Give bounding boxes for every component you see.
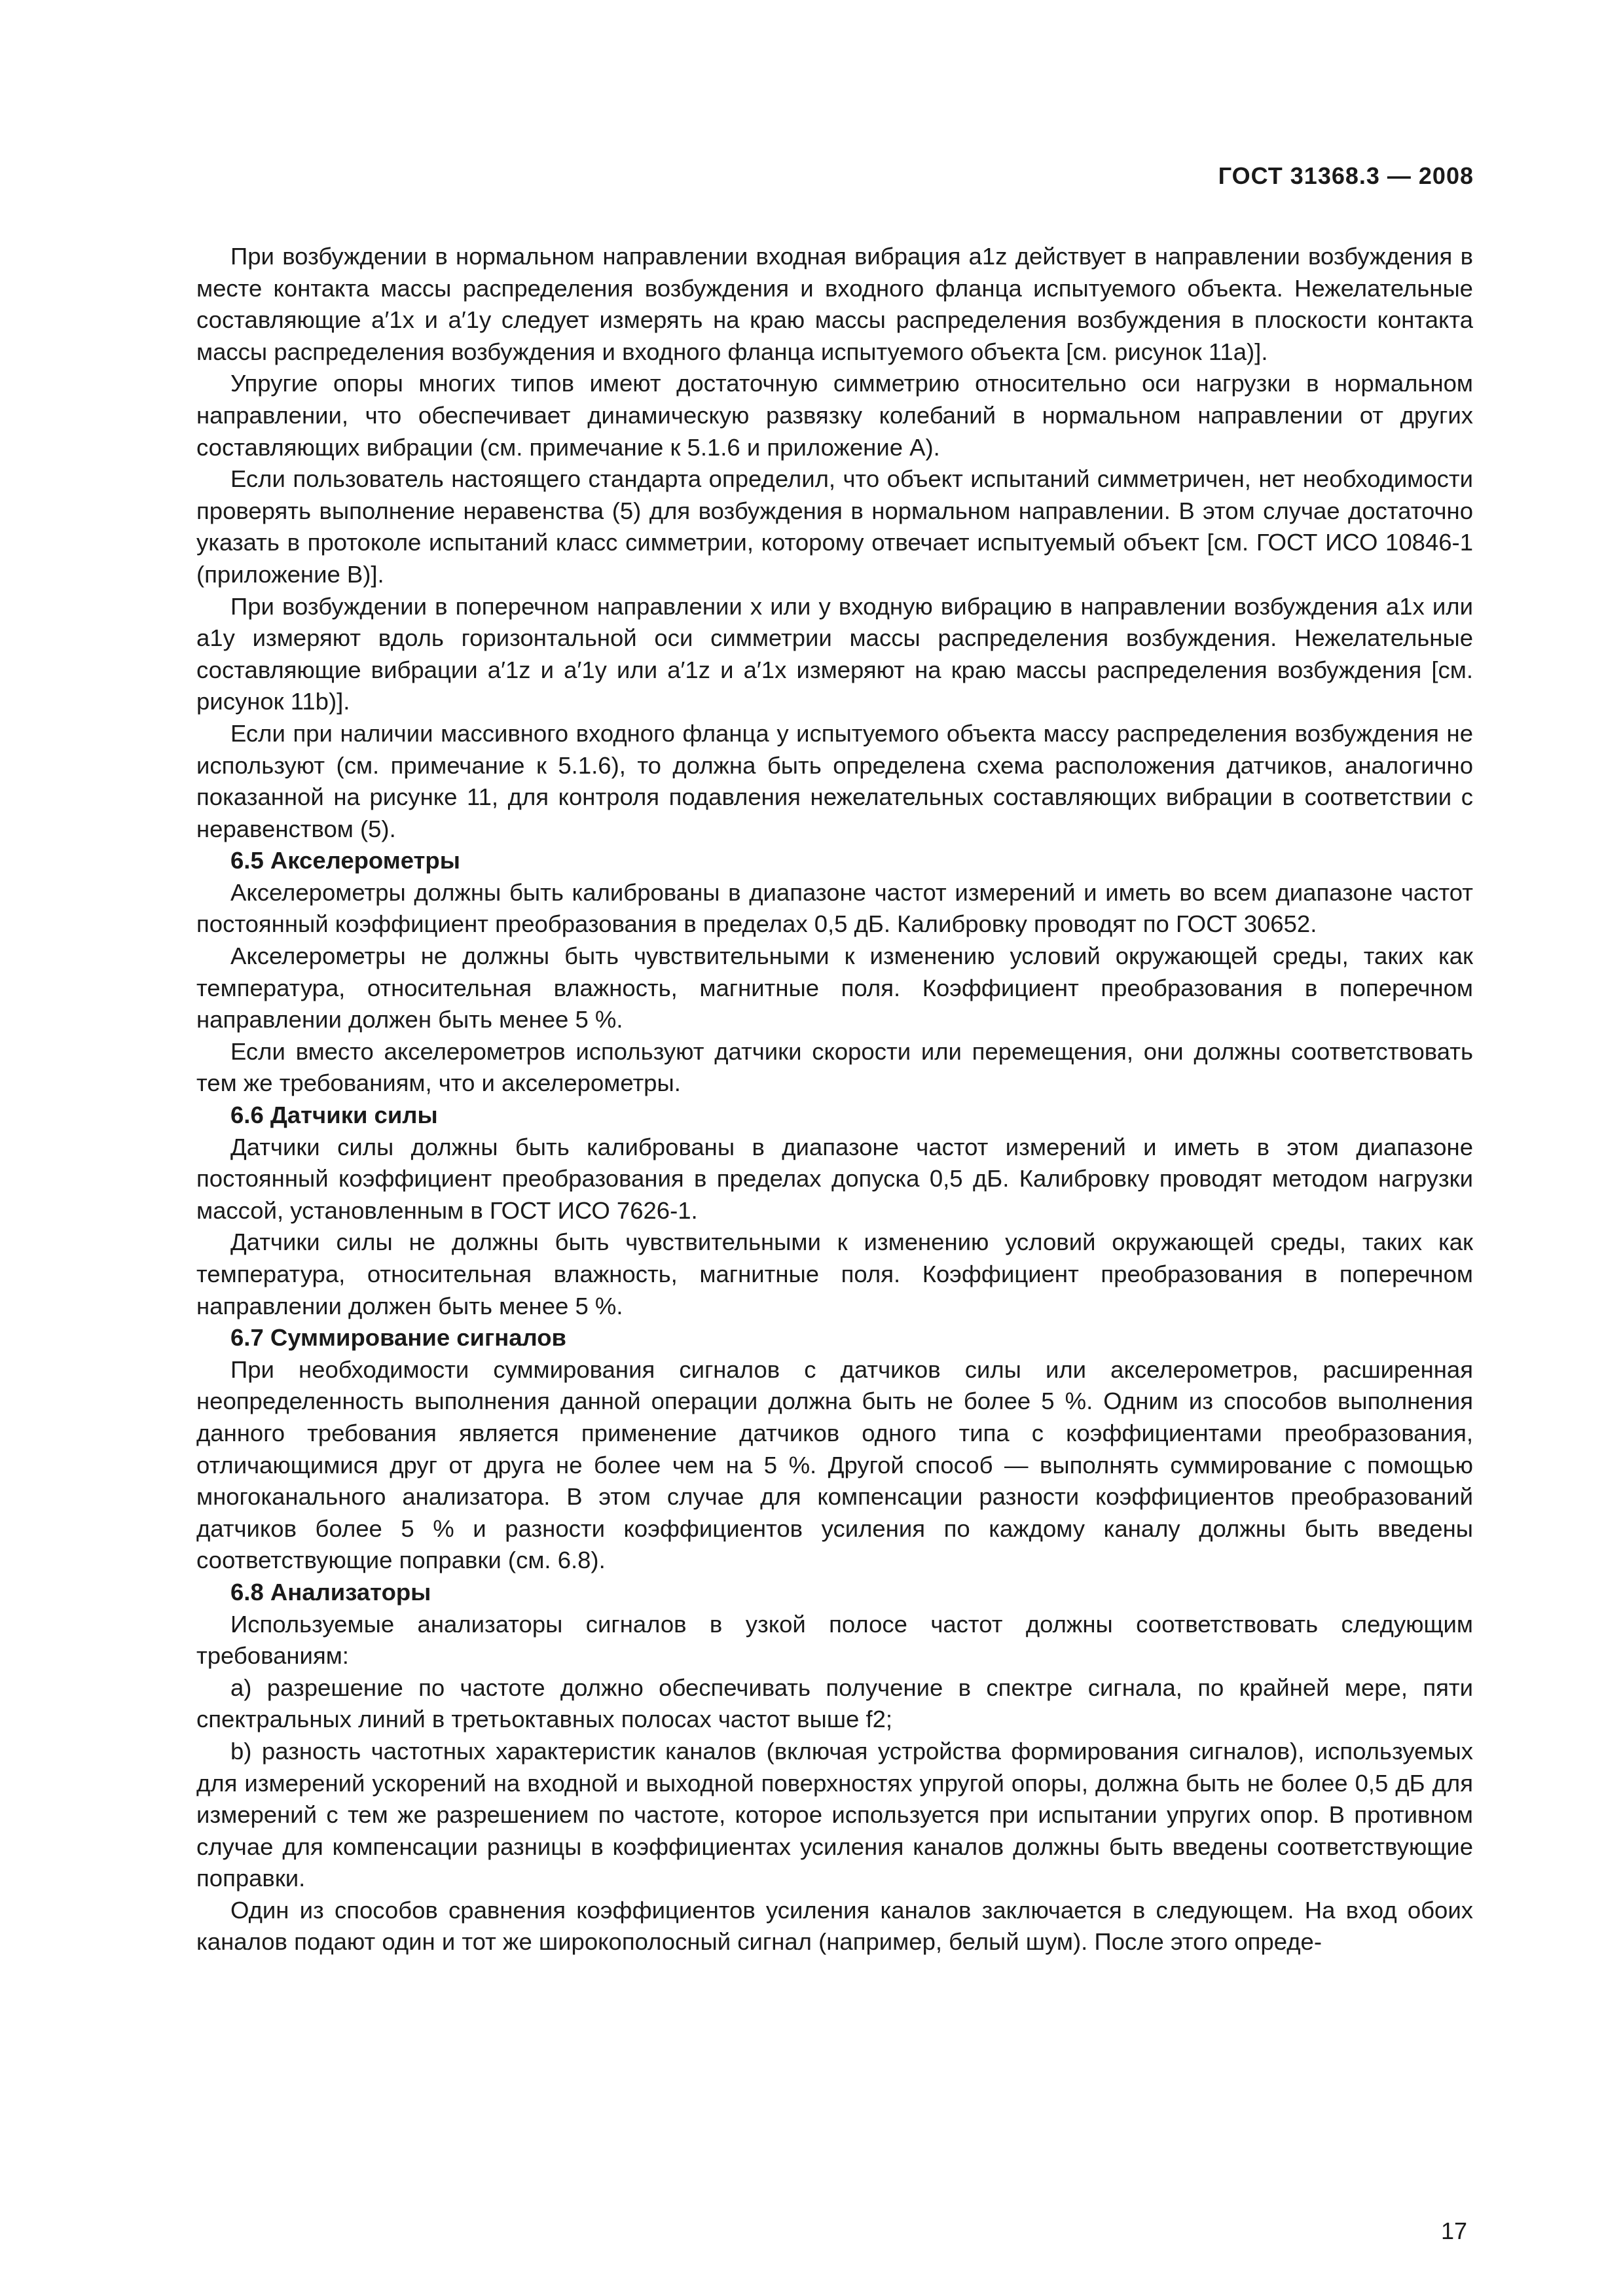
section-heading: 6.5 Акселерометры [230, 847, 460, 874]
section-heading: 6.8 Анализаторы [230, 1578, 431, 1605]
document-body [196, 241, 1473, 1958]
document-header: ГОСТ 31368.3 — 2008 [1218, 162, 1474, 189]
paragraph: Акселерометры не должны быть чувствительными к изменению условий окружающей среды, таких как температура, относительная влажность, магнитные поля. Коэффициент преобразования в поперечном направлении должен быть менее 5 %. [196, 942, 1473, 1033]
paragraph: Датчики силы не должны быть чувствительными к изменению условий окружающей среды, таких как температура, относительная влажность, магнитные поля. Коэффициент преобразования в поперечном направлении должен быть менее 5 %. [196, 1229, 1473, 1319]
paragraph: Акселерометры должны быть калиброваны в диапазоне частот измерений и иметь во всем диапазоне частот постоянный коэффициент преобразования в пределах 0,5 дБ. Калибровку проводят по ГОСТ 30652. [196, 878, 1473, 938]
section-heading: 6.6 Датчики силы [230, 1102, 438, 1129]
paragraph: Упругие опоры многих типов имеют достаточную симметрию относительно оси нагрузки в нормальном направлении, что обеспечивает динамическую развязку колебаний в нормальном направлении от других составляющих вибрации (см. примечание к 5.1.6 и приложение А). [196, 370, 1473, 461]
list-item: a) разрешение по частоте должно обеспечивать получение в спектре сигнала, по крайней мере, пяти спектральных линий в третьоктавных полосах частот выше f2; [196, 1674, 1473, 1733]
page-number: 17 [1440, 2217, 1467, 2244]
paragraph: Если при наличии массивного входного фланца у испытуемого объекта массу распределения возбуждения не используют (см. примечание к 5.1.6), то должна быть определена схема расположения датчиков, аналогично показанной на рисунке 11, для контроля подавления нежелательных составляющих вибрации в соответствии с неравенством (5). [196, 719, 1473, 842]
paragraph: При возбуждении в нормальном направлении входная вибрация a1z действует в направлении возбуждения в месте контакта массы распределения возбуждения и входного фланца испытуемого объекта. Нежелательные составляющие a′1x и a′1y следует измерять на краю массы распределения возбуждения в плоскости контакта массы распределения возбуждения и входного фланца испытуемого объекта [см. рисунок 11а)]. [196, 243, 1473, 365]
section-heading: 6.7 Суммирование сигналов [230, 1324, 566, 1352]
paragraph: Если пользователь настоящего стандарта определил, что объект испытаний симметричен, нет необходимости проверять выполнение неравенства (5) для возбуждения в нормальном направлении. В этом случае достаточно указать в протоколе испытаний класс симметрии, которому отвечает испытуемый объект [см. ГОСТ ИСО 10846-1 (приложение В)]. [196, 465, 1473, 588]
paragraph: Один из способов сравнения коэффициентов усиления каналов заключается в следующем. На вход обоих каналов подают один и тот же широкополосный сигнал (например, белый шум). После этого опреде- [196, 1896, 1473, 1956]
paragraph: Используемые анализаторы сигналов в узкой полосе частот должны соответствовать следующим требованиям: [196, 1610, 1473, 1670]
paragraph: Датчики силы должны быть калиброваны в диапазоне частот измерений и иметь в этом диапазоне постоянный коэффициент преобразования в пределах допуска 0,5 дБ. Калибровку проводят методом нагрузки массой, установленным в ГОСТ ИСО 7626-1. [196, 1133, 1473, 1224]
list-item: b) разность частотных характеристик каналов (включая устройства формирования сигналов), используемых для измерений ускорений на входной и выходной поверхностях упругой опоры, должна быть не более 0,5 дБ для измерений с тем же разрешением по частоте, которое используется при испытании упругих опор. В противном случае для компенсации разницы в коэффициентах усиления каналов должны быть введены соответствующие поправки. [196, 1737, 1473, 1892]
paragraph: При возбуждении в поперечном направлении x или y входную вибрацию в направлении возбуждения a1x или a1y измеряют вдоль горизонтальной оси симметрии массы распределения возбуждения. Нежелательные составляющие вибрации a′1z и a′1y или a′1z и a′1x измеряют на краю массы распределения возбуждения [см. рисунок 11b)]. [196, 592, 1473, 715]
paragraph: При необходимости суммирования сигналов с датчиков силы или акселерометров, расширенная неопределенность выполнения данной операции должна быть не более 5 %. Одним из способов выполнения данного требования является применение датчиков одного типа с коэффициентами преобразования, отличающимися друг от друга не более чем на 5 %. Другой способ — выполнять суммирование с помощью многоканального анализатора. В этом случае для компенсации разности коэффициентов преобразований датчиков более 5 % и разности коэффициентов усиления по каждому каналу должны быть введены соответствующие поправки (см. 6.8). [196, 1355, 1473, 1574]
paragraph: Если вместо акселерометров используют датчики скорости или перемещения, они должны соответствовать тем же требованиям, что и акселерометры. [196, 1037, 1473, 1097]
